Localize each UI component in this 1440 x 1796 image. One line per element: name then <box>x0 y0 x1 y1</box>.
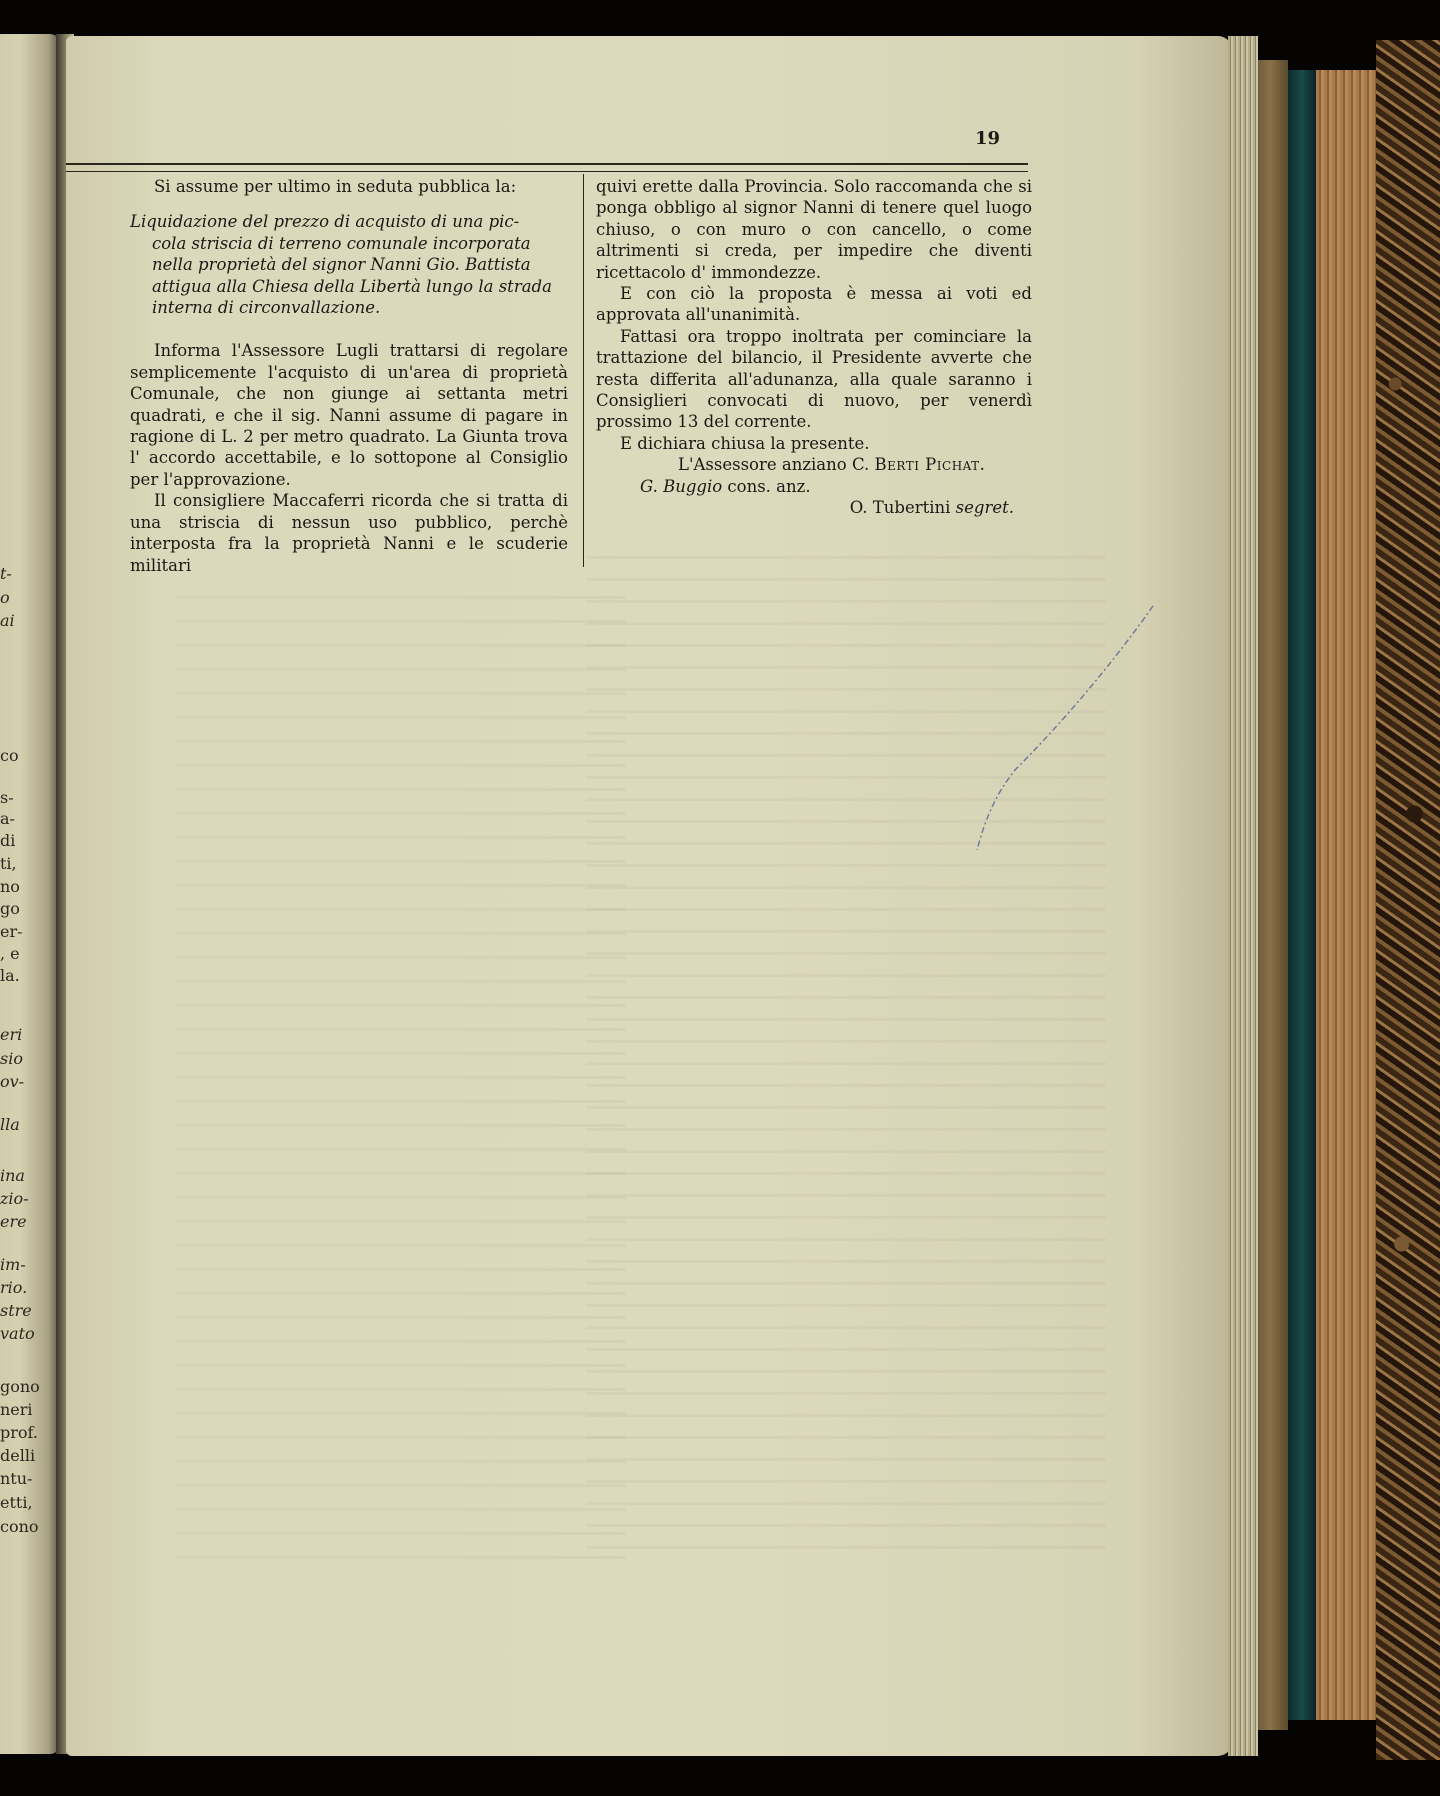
left-page-fragment: prof. <box>0 1423 38 1442</box>
header-rule <box>66 163 1028 172</box>
left-page-fragment: lla <box>0 1115 20 1134</box>
title-line: Liquidazione del prezzo di acquisto di una pic- <box>130 212 520 232</box>
left-page-fragment: er- <box>0 922 23 941</box>
left-page-fragment: rio. <box>0 1278 28 1297</box>
left-page-fragment: ina <box>0 1166 25 1185</box>
title-line: attigua alla Chiesa della Libertà lungo la strada <box>152 276 552 296</box>
signature-assessore-prefix: L'Assessore anziano C. <box>678 455 875 475</box>
left-page-fragment: vato <box>0 1324 35 1343</box>
left-page-fragment: , e <box>0 944 20 963</box>
signature-segretario <box>596 497 1032 518</box>
title-line: cola striscia di terreno comunale incorporata <box>152 233 531 253</box>
left-page-fragment: ere <box>0 1212 27 1231</box>
paragraph: E dichiara chiusa la presente. <box>620 433 870 453</box>
signature-consigliere-name: G. Buggio <box>640 476 723 496</box>
left-text-column <box>130 176 568 576</box>
paragraph: E con ciò la proposta è messa ai voti ed approvata all'unanimità. <box>596 284 1032 325</box>
gilded-page-edges <box>1316 70 1376 1720</box>
signature-segretario-name: O. Tubertini <box>849 498 956 518</box>
agenda-item-title <box>130 211 568 318</box>
left-page-fragment: t- <box>0 564 12 583</box>
intro-sentence: Si assume per ultimo in seduta pubblica la: <box>154 177 517 196</box>
left-page-fragment: o <box>0 588 10 607</box>
left-page-fragment: neri <box>0 1400 33 1419</box>
bookmark-ribbon-edge <box>1288 70 1316 1720</box>
signature-segretario-role: segret. <box>955 498 1014 518</box>
signature-consigliere-role: cons. anz. <box>722 476 811 496</box>
left-page-fragment: s- <box>0 788 14 807</box>
title-line: nella proprietà del signor Nanni Gio. Battista <box>152 255 531 275</box>
page-edges <box>1228 36 1258 1756</box>
left-page-fragment: no <box>0 877 20 896</box>
bleed-through-shadow-left <box>176 596 626 1576</box>
left-page-fragment: ti, <box>0 854 17 873</box>
signature-assessore <box>596 454 1032 475</box>
title-line: interna di circonvallazione. <box>152 298 381 318</box>
left-page-fragment: eri <box>0 1025 23 1044</box>
left-page-text-fragments <box>0 34 60 1754</box>
left-page-fragment: im- <box>0 1255 26 1274</box>
left-page-fragment: a- <box>0 809 15 828</box>
left-page-fragment: ntu- <box>0 1469 33 1488</box>
page-number: 19 <box>975 128 1001 149</box>
left-facing-page <box>0 34 60 1754</box>
left-page-fragment: sio <box>0 1049 23 1068</box>
left-page-fragment: ai <box>0 611 15 630</box>
left-page-fragment: di <box>0 831 16 850</box>
left-page-fragment: cono <box>0 1517 39 1536</box>
left-page-fragment: go <box>0 899 20 918</box>
paragraph: Fattasi ora troppo inoltrata per cominciare la trattazione del bilancio, il Presidente avverte che resta differita all'adunanza, alla quale saranno i Consiglieri convocati di nuovo, per venerdì prossimo 13 del corrente. <box>596 326 1032 432</box>
left-page-fragment: co <box>0 746 19 765</box>
left-page-fragment: gono <box>0 1377 40 1396</box>
left-page-fragment: stre <box>0 1301 32 1320</box>
left-page-fragment: etti, <box>0 1493 33 1512</box>
left-page-fragment: delli <box>0 1446 36 1465</box>
signature-assessore-name: Berti Pichat. <box>874 455 986 475</box>
paragraph: Informa l'Assessore Lugli trattarsi di regolare semplicemente l'acquisto di un'area di proprietà Comunale, che non giunge ai settanta metri quadrati, e che il sig. Nanni assume di pagare in ragione di L. 2 per metro quadrato. La Giunta trova l' accordo accettabile, e lo sottopone al Consiglio per l'approvazione. <box>130 341 568 489</box>
marbled-cover <box>1376 40 1440 1760</box>
left-page-fragment: zio- <box>0 1189 29 1208</box>
right-text-column <box>596 176 1032 519</box>
paragraph: Il consigliere Maccaferri ricorda che si tratta di una striscia di nessun uso pubblico, perchè interposta fra la proprietà Nanni e le scuderie militari <box>130 491 568 575</box>
column-divider <box>583 174 584 567</box>
left-page-fragment: ov- <box>0 1072 25 1091</box>
signature-consigliere <box>596 476 1032 497</box>
paragraph: quivi erette dalla Provincia. Solo raccomanda che si ponga obbligo al signor Nanni di tenere quel luogo chiuso, o con muro o con cancello, o come altrimenti si creda, per impedire che diventi ricettacolo d' immondezze. <box>596 177 1032 282</box>
left-page-fragment: la. <box>0 966 20 985</box>
page-block-edge <box>1258 60 1288 1730</box>
pencil-mark <box>915 600 1175 860</box>
